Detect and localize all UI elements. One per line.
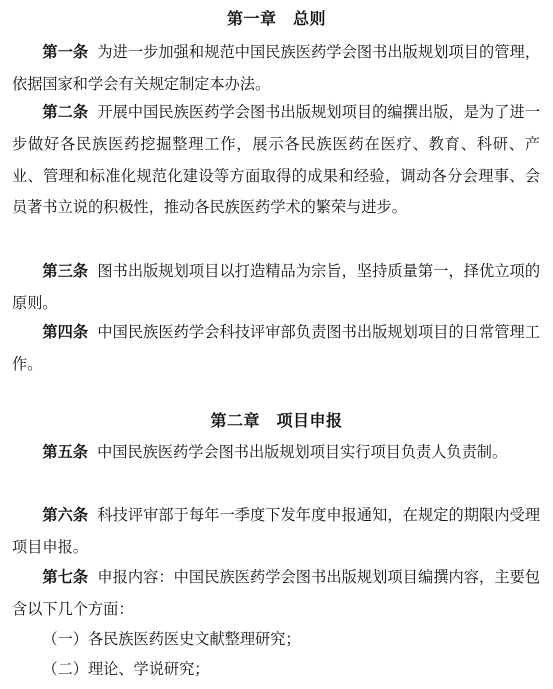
article-5-text: 中国民族医药学会图书出版规划项目实行项目负责人负责制。 bbox=[97, 443, 508, 461]
article-1-text: 为进一步加强和规范中国民族医药学会图书出版规划项目的管理，依据国家和学会有关规定制定本办法。 bbox=[12, 43, 541, 93]
list-item-1: （一）各民族医药医史文献整理研究； bbox=[42, 630, 301, 648]
article-6-text: 科技评审部于每年一季度下发年度申报通知，在规定的期限内受理项目申报。 bbox=[12, 506, 541, 556]
article-4-text: 中国民族医药学会科技评审部负责图书出版规划项目的日常管理工作。 bbox=[12, 323, 541, 373]
article-2-text: 开展中国民族医药学会图书出版规划项目的编撰出版，是为了进一步做好各民族医药挖掘整理工作，展示各民族医药在医疗、教育、科研、产业、管理和标准化规范化建设等方面取得的成果和经验，调动各分会理事、会员著书立说的积极性，推动各民族医药学术的繁荣与进步。 bbox=[12, 103, 541, 217]
article-7 bbox=[12, 562, 540, 626]
article-1 bbox=[12, 37, 540, 101]
article-4 bbox=[12, 317, 540, 381]
article-4-number: 第四条 bbox=[42, 323, 89, 341]
article-3 bbox=[12, 256, 540, 320]
article-2-number: 第二条 bbox=[42, 103, 89, 121]
chapter-2-title: 第二章 项目申报 bbox=[210, 411, 343, 430]
chapter-1-title: 第一章 总则 bbox=[226, 9, 326, 28]
article-3-number: 第三条 bbox=[42, 262, 89, 280]
article-6 bbox=[12, 500, 540, 564]
article-2 bbox=[12, 97, 540, 224]
article-7-text: 申报内容：中国民族医药学会图书出版规划项目编撰内容，主要包含以下几个方面： bbox=[12, 568, 541, 618]
article-7-number: 第七条 bbox=[42, 568, 89, 586]
list-item-2: （二）理论、学说研究； bbox=[42, 660, 210, 678]
article-5-number: 第五条 bbox=[42, 443, 88, 461]
article-6-number: 第六条 bbox=[42, 506, 89, 524]
article-1-number: 第一条 bbox=[42, 43, 89, 61]
article-5 bbox=[12, 437, 540, 469]
article-3-text: 图书出版规划项目以打造精品为宗旨，坚持质量第一，择优立项的原则。 bbox=[12, 262, 541, 312]
